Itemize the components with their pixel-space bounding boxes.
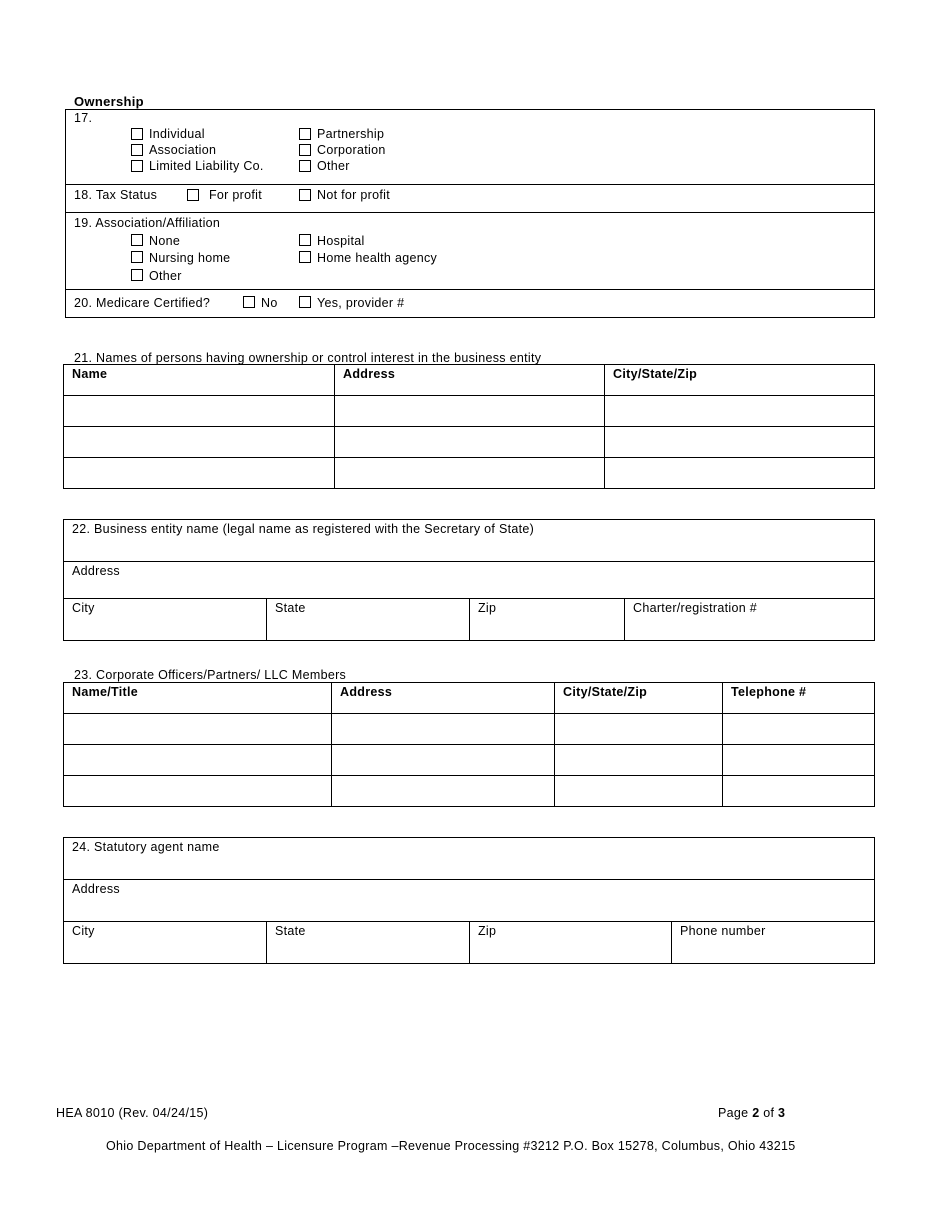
q24-city-field[interactable] [63,921,267,964]
q23-cell-telephone[interactable] [722,775,875,807]
q21-cell-address[interactable] [334,457,605,489]
q22-state-field[interactable] [266,598,470,641]
q24-address-field[interactable] [63,879,875,922]
label-llc: Limited Liability Co. [149,159,264,173]
checkbox-medicare-no[interactable] [243,296,255,308]
q24-agent-name-field[interactable] [63,837,875,880]
q22-city-field[interactable] [63,598,267,641]
q21-cell-city-state-zip[interactable] [604,426,875,458]
q21-cell-city-state-zip[interactable] [604,457,875,489]
label-other-ownership: Other [317,159,350,173]
q24-title: 24. Statutory agent name [72,840,220,854]
label-not-for-profit: Not for profit [317,188,390,202]
q22-charter-label: Charter/registration # [633,601,758,615]
label-medicare-no: No [261,296,278,310]
q23-header-address: Address [331,682,555,714]
ownership-heading: Ownership [74,94,144,109]
q22-zip-label: Zip [478,601,497,615]
q23-cell-city-state-zip[interactable] [554,744,723,776]
divider [65,212,875,213]
q24-state-label: State [275,924,306,938]
q21-header-address: Address [334,364,605,396]
q23-cell-name-title[interactable] [63,775,332,807]
q21-header-name: Name [63,364,335,396]
footer-address: Ohio Department of Health – Licensure Program –Revenue Processing #3212 P.O. Box 15278, Columbus, Ohio 43215 [106,1139,796,1153]
q22-city-label: City [72,601,95,615]
q24-state-field[interactable] [266,921,470,964]
label-medicare-yes: Yes, provider # [317,296,405,310]
q22-charter-field[interactable] [624,598,875,641]
divider [65,184,875,185]
q18-label: 18. Tax Status [74,188,158,202]
q23-cell-address[interactable] [331,713,555,745]
q23-cell-address[interactable] [331,775,555,807]
q21-cell-name[interactable] [63,395,335,427]
page-total: 3 [778,1106,786,1120]
label-home-health-agency: Home health agency [317,251,438,265]
label-individual: Individual [149,127,205,141]
checkbox-individual[interactable] [131,128,143,140]
page-current: 2 [752,1106,760,1120]
q21-cell-address[interactable] [334,426,605,458]
q23-cell-address[interactable] [331,744,555,776]
q23-title: 23. Corporate Officers/Partners/ LLC Members [74,668,347,682]
q23-header-city-state-zip: City/State/Zip [554,682,723,714]
q22-address-field[interactable] [63,561,875,599]
checkbox-hospital[interactable] [299,234,311,246]
q19-label: 19. Association/Affiliation [74,216,221,230]
checkbox-association[interactable] [131,144,143,156]
divider [65,289,875,290]
checkbox-llc[interactable] [131,160,143,172]
q21-header-city-state-zip: City/State/Zip [604,364,875,396]
label-nursing-home: Nursing home [149,251,231,265]
label-other-affiliation: Other [149,269,182,283]
q22-address-label: Address [72,564,120,578]
label-none: None [149,234,181,248]
q24-phone-label: Phone number [680,924,766,938]
page-indicator [718,1106,785,1120]
q22-entity-name-field[interactable] [63,519,875,562]
q22-title: 22. Business entity name (legal name as registered with the Secretary of State) [72,522,535,536]
q21-cell-address[interactable] [334,395,605,427]
q21-cell-name[interactable] [63,457,335,489]
q22-zip-field[interactable] [469,598,625,641]
q21-cell-city-state-zip[interactable] [604,395,875,427]
q21-title: 21. Names of persons having ownership or control interest in the business entity [74,351,542,365]
q24-zip-field[interactable] [469,921,672,964]
q24-phone-field[interactable] [671,921,875,964]
q24-city-label: City [72,924,95,938]
checkbox-other-affiliation[interactable] [131,269,143,281]
q24-address-label: Address [72,882,120,896]
checkbox-corporation[interactable] [299,144,311,156]
label-for-profit: For profit [209,188,263,202]
label-corporation: Corporation [317,143,386,157]
page-of: of [763,1106,775,1120]
form-id: HEA 8010 (Rev. 04/24/15) [56,1106,209,1120]
q24-zip-label: Zip [478,924,497,938]
checkbox-nursing-home[interactable] [131,251,143,263]
q22-state-label: State [275,601,306,615]
q23-cell-city-state-zip[interactable] [554,713,723,745]
checkbox-partnership[interactable] [299,128,311,140]
q23-cell-name-title[interactable] [63,713,332,745]
q23-cell-telephone[interactable] [722,713,875,745]
q23-header-name-title: Name/Title [63,682,332,714]
label-hospital: Hospital [317,234,365,248]
q20-label: 20. Medicare Certified? [74,296,211,310]
checkbox-medicare-yes[interactable] [299,296,311,308]
checkbox-not-for-profit[interactable] [299,189,311,201]
checkbox-none[interactable] [131,234,143,246]
checkbox-for-profit[interactable] [187,189,199,201]
q17-number: 17. [74,111,93,125]
label-association: Association [149,143,217,157]
q23-cell-name-title[interactable] [63,744,332,776]
label-partnership: Partnership [317,127,385,141]
q23-cell-city-state-zip[interactable] [554,775,723,807]
q21-cell-name[interactable] [63,426,335,458]
checkbox-home-health-agency[interactable] [299,251,311,263]
q23-header-telephone: Telephone # [722,682,875,714]
q23-cell-telephone[interactable] [722,744,875,776]
page-prefix: Page [718,1106,749,1120]
checkbox-other-ownership[interactable] [299,160,311,172]
